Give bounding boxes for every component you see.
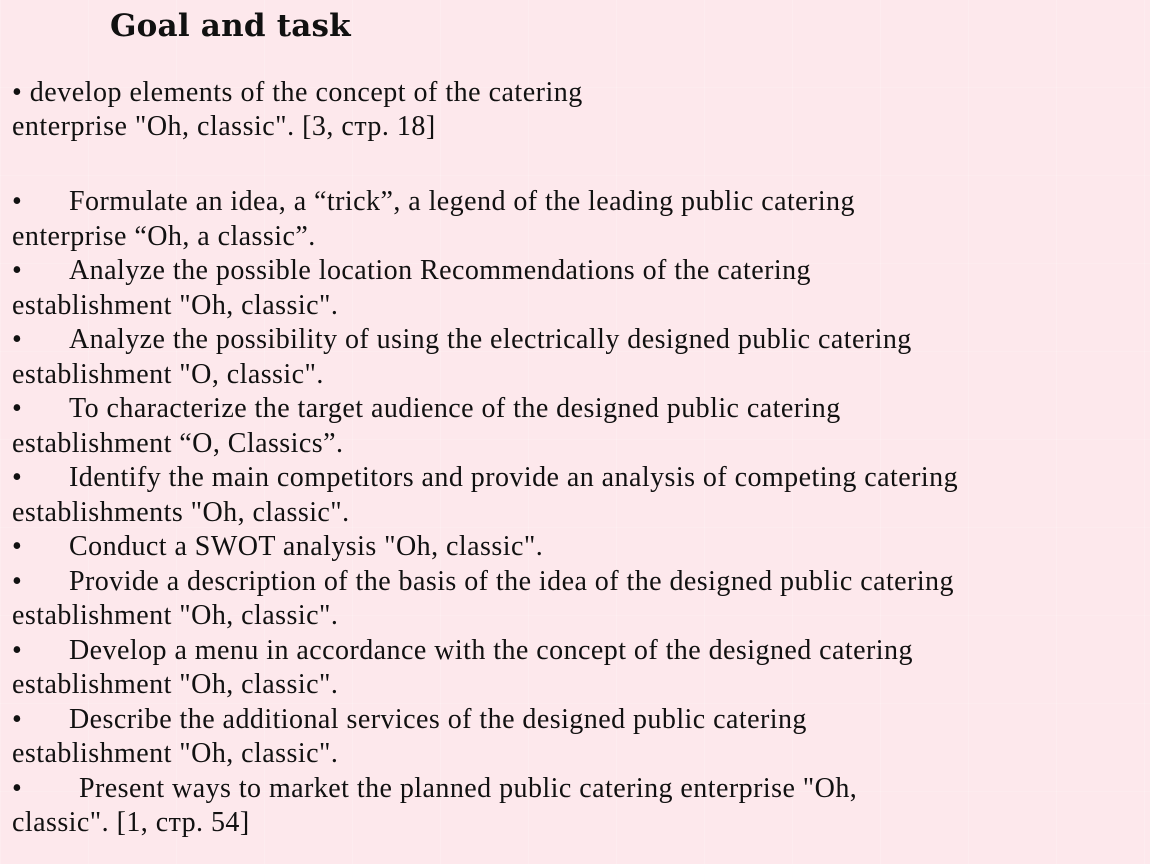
task-text: Formulate an idea, a “trick”, a legend of the leading public catering: [69, 186, 855, 217]
intro-line: enterprise "Oh, classic". [3, стр. 18]: [12, 111, 436, 142]
bullet-icon: •: [12, 565, 23, 597]
task-text: Conduct a SWOT analysis "Oh, classic".: [69, 531, 544, 562]
bullet-icon: •: [12, 186, 23, 217]
task-text: Analyze the possible location Recommendations of the catering: [69, 255, 812, 286]
intro-paragraph: [12, 76, 1142, 144]
task-list: [12, 185, 1147, 841]
task-text: Analyze the possibility of using the electrically designed public catering: [69, 324, 912, 355]
bullet-icon: •: [12, 324, 23, 355]
list-item: [12, 185, 1147, 254]
task-text-continuation: establishment “O, Classics”.: [12, 427, 344, 459]
bullet-icon: •: [12, 634, 23, 666]
list-item: [12, 392, 1147, 461]
task-text: Present ways to market the planned public catering enterprise "Oh,: [79, 772, 858, 804]
task-text: To characterize the target audience of the designed public catering: [69, 393, 841, 424]
list-item: [12, 703, 1147, 772]
task-text: Develop a menu in accordance with the concept of the designed catering: [69, 634, 913, 666]
list-item: [12, 530, 1147, 565]
bullet-icon: •: [12, 462, 23, 493]
task-text: Describe the additional services of the designed public catering: [69, 703, 807, 735]
list-item: [12, 254, 1147, 323]
bullet-icon: •: [12, 255, 23, 286]
task-text-continuation: establishment "O, classic".: [12, 358, 324, 390]
bullet-icon: •: [12, 703, 23, 735]
task-text-continuation: establishment "Oh, classic".: [12, 289, 339, 321]
list-item: [12, 565, 1147, 634]
task-text: Provide a description of the basis of the idea of the designed public catering: [69, 565, 954, 597]
task-text-continuation: establishments "Oh, classic".: [12, 496, 350, 528]
task-text-continuation: enterprise “Oh, a classic”.: [12, 220, 316, 252]
task-text: Identify the main competitors and provide an analysis of competing catering: [69, 462, 959, 493]
task-text-continuation: establishment "Oh, classic".: [12, 738, 339, 769]
bullet-icon: •: [12, 531, 23, 562]
list-item: [12, 772, 1147, 841]
list-item: [12, 634, 1147, 703]
task-text-continuation: establishment "Oh, classic".: [12, 600, 339, 631]
slide-title: Goal and task: [110, 8, 351, 44]
list-item: [12, 461, 1147, 530]
task-text-continuation: establishment "Oh, classic".: [12, 669, 339, 700]
task-text-continuation: classic". [1, стр. 54]: [12, 807, 250, 838]
intro-line: • develop elements of the concept of the catering: [12, 77, 583, 108]
bullet-icon: •: [12, 393, 23, 424]
bullet-icon: •: [12, 772, 23, 804]
list-item: [12, 323, 1147, 392]
